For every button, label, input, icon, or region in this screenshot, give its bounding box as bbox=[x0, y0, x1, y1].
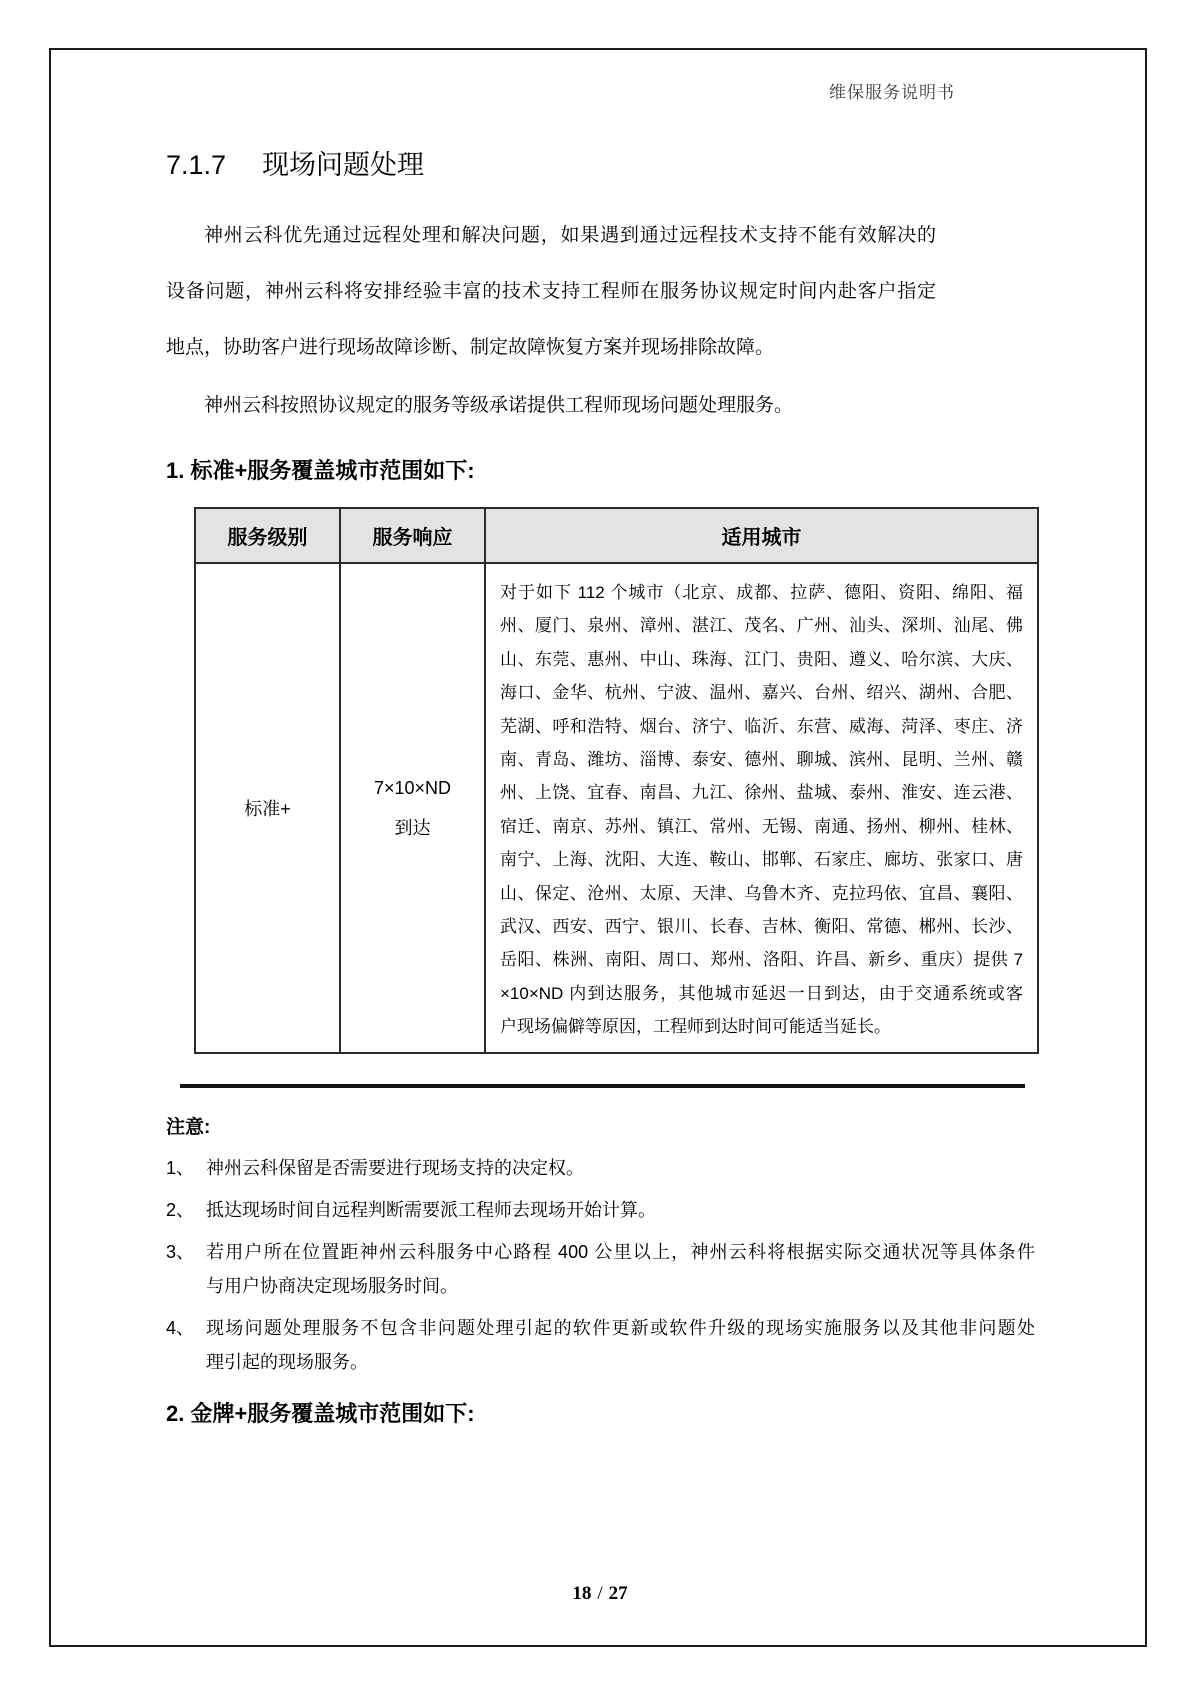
note-number: 2、 bbox=[166, 1199, 195, 1220]
cities-line: 州、上饶、宜春、南昌、九江、徐州、盐城、泰州、淮安、连云港、 bbox=[500, 783, 1023, 803]
table-header-row bbox=[195, 508, 1038, 563]
column-header-service-response: 服务响应 bbox=[340, 508, 485, 563]
section-divider-rule bbox=[180, 1084, 1025, 1088]
note-line: 现场问题处理服务不包含非问题处理引起的软件更新或软件升级的现场实施服务以及其他非问题处 bbox=[206, 1317, 1035, 1338]
paragraph-intro bbox=[166, 208, 936, 376]
note-number: 1、 bbox=[166, 1157, 195, 1178]
cities-line: 岳阳、株洲、南阳、周口、郑州、洛阳、许昌、新乡、重庆）提供 7 bbox=[500, 950, 1023, 970]
applicable-cities-cell bbox=[485, 563, 1038, 1053]
paragraph-line: 地点，协助客户进行现场故障诊断、制定故障恢复方案并现场排除故障。 bbox=[166, 337, 775, 358]
cities-line: 海口、金华、杭州、宁波、温州、嘉兴、台州、绍兴、湖州、合肥、 bbox=[500, 683, 1023, 703]
service-response-cell bbox=[340, 563, 485, 1053]
note-number: 4、 bbox=[166, 1317, 195, 1338]
service-coverage-table bbox=[194, 507, 1039, 1054]
paragraph-line: 设备问题，神州云科将安排经验丰富的技术支持工程师在服务协议规定时间内赴客户指定 bbox=[166, 281, 936, 302]
note-number: 3、 bbox=[166, 1241, 195, 1262]
note-line: 神州云科保留是否需要进行现场支持的决定权。 bbox=[206, 1157, 584, 1178]
document-content bbox=[166, 0, 1035, 1428]
note-text bbox=[206, 1311, 1035, 1379]
note-item bbox=[166, 1151, 1035, 1185]
page-number: 18 bbox=[572, 1583, 592, 1604]
cities-line: 山、保定、沧州、太原、天津、乌鲁木齐、克拉玛依、宜昌、襄阳、 bbox=[500, 883, 1023, 903]
note-text bbox=[206, 1235, 1035, 1303]
note-text bbox=[206, 1193, 1035, 1227]
cities-line: 宿迁、南京、苏州、镇江、常州、无锡、南通、扬州、柳州、桂林、 bbox=[500, 816, 1023, 836]
document-header-title: 维保服务说明书 bbox=[829, 83, 955, 102]
cities-line: 户现场偏僻等原因，工程师到达时间可能适当延长。 bbox=[500, 1017, 891, 1037]
response-line: 7×10×ND bbox=[373, 777, 452, 798]
note-line: 理引起的现场服务。 bbox=[206, 1351, 368, 1372]
cities-line: 对于如下 112 个城市（北京、成都、拉萨、德阳、资阳、绵阳、福 bbox=[500, 583, 1023, 602]
note-line: 抵达现场时间自远程判断需要派工程师去现场开始计算。 bbox=[206, 1199, 656, 1220]
response-line: 到达 bbox=[394, 817, 431, 838]
paragraph-line: 神州云科优先通过远程处理和解决问题，如果遇到通过远程技术支持不能有效解决的 bbox=[204, 225, 936, 246]
cities-line: 南宁、上海、沈阳、大连、鞍山、邯郸、石家庄、廊坊、张家口、唐 bbox=[500, 850, 1023, 870]
note-item bbox=[166, 1235, 1035, 1303]
cities-line: 芜湖、呼和浩特、烟台、济宁、临沂、东营、威海、菏泽、枣庄、济 bbox=[500, 716, 1023, 736]
note-text bbox=[206, 1151, 1035, 1185]
page-footer bbox=[0, 1583, 1200, 1605]
total-pages: 27 bbox=[608, 1583, 628, 1604]
page-number-separator: / bbox=[597, 1583, 603, 1604]
cities-line: 南、青岛、潍坊、淄博、泰安、德州、聊城、滨州、昆明、兰州、赣 bbox=[500, 750, 1023, 770]
table-row bbox=[195, 563, 1038, 1053]
cities-line: ×10×ND 内到达服务，其他城市延迟一日到达，由于交通系统或客 bbox=[500, 983, 1023, 1003]
notes-heading: 注意: bbox=[166, 1116, 211, 1138]
gold-service-heading: 2. 金牌+服务覆盖城市范围如下: bbox=[166, 1400, 475, 1426]
standard-service-heading: 1. 标准+服务覆盖城市范围如下: bbox=[166, 458, 475, 483]
paragraph-commitment: 神州云科按照协议规定的服务等级承诺提供工程师现场问题处理服务。 bbox=[204, 395, 794, 416]
service-level-cell: 标准+ bbox=[195, 563, 340, 1053]
cities-line: 州、厦门、泉州、漳州、湛江、茂名、广州、汕头、深圳、汕尾、佛 bbox=[500, 616, 1023, 636]
column-header-service-level: 服务级别 bbox=[195, 508, 340, 563]
note-item bbox=[166, 1193, 1035, 1227]
note-item bbox=[166, 1311, 1035, 1379]
notes-list bbox=[166, 1151, 1035, 1379]
note-line: 若用户所在位置距神州云科服务中心路程 400 公里以上，神州云科将根据实际交通状况等具体条件 bbox=[206, 1241, 1035, 1262]
section-number: 7.1.7 bbox=[166, 150, 227, 180]
note-line: 与用户协商决定现场服务时间。 bbox=[206, 1275, 458, 1296]
section-title: 现场问题处理 bbox=[262, 150, 425, 180]
column-header-applicable-cities: 适用城市 bbox=[485, 508, 1038, 563]
section-heading bbox=[166, 143, 1035, 182]
cities-line: 山、东莞、惠州、中山、珠海、江门、贵阳、遵义、哈尔滨、大庆、 bbox=[500, 649, 1023, 669]
cities-line: 武汉、西安、西宁、银川、长春、吉林、衡阳、常德、郴州、长沙、 bbox=[500, 917, 1023, 937]
document-header bbox=[166, 78, 1035, 103]
